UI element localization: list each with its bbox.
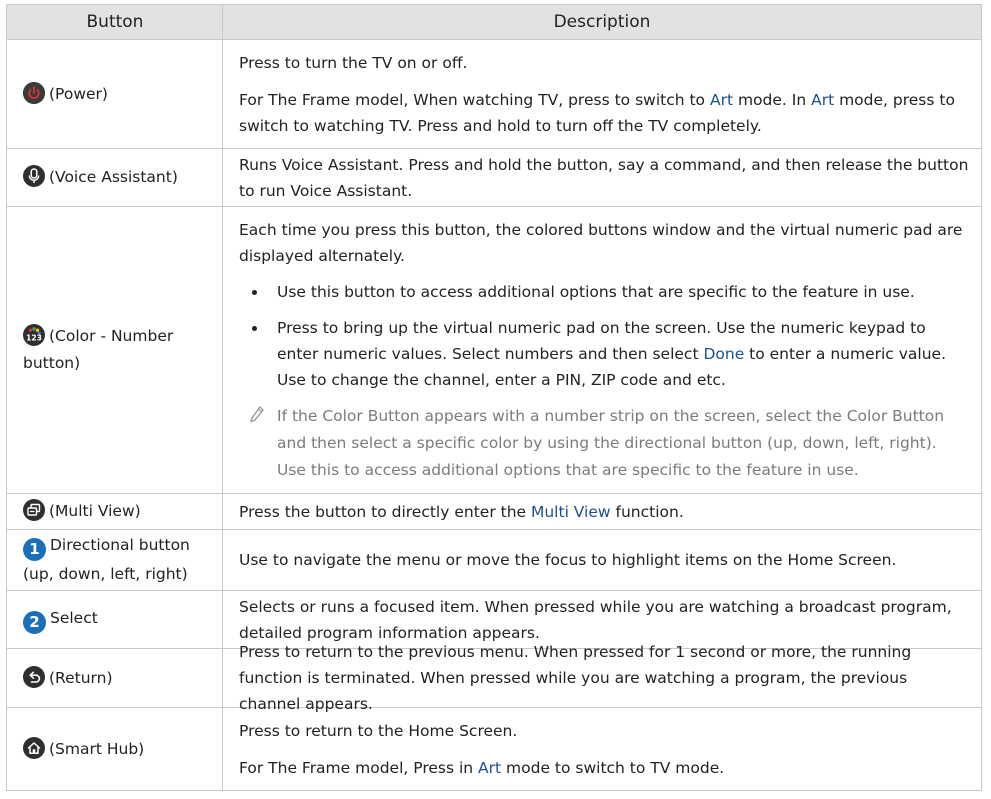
- description-text: Selects or runs a focused item. When pressed while you are watching a broadcast program, detailed program information appears.: [239, 597, 952, 642]
- button-label: (Color - Number button): [23, 327, 174, 372]
- multi-view-icon: [23, 499, 45, 521]
- button-label: (Return): [49, 668, 113, 687]
- list-item: Use this button to access additional options that are specific to the feature in use.: [239, 279, 969, 305]
- button-cell: [7, 40, 222, 148]
- return-icon: [23, 666, 45, 688]
- header-button: Button: [86, 12, 144, 32]
- bullet-list: [239, 269, 969, 393]
- description-cell: [223, 207, 981, 493]
- description-cell: [223, 708, 981, 790]
- color-number-icon: [23, 324, 45, 346]
- description-cell: [223, 149, 981, 206]
- description-text: Use to navigate the menu or move the focus to highlight items on the Home Screen.: [239, 551, 897, 569]
- done-link[interactable]: Done: [703, 344, 745, 363]
- header-description: Description: [553, 12, 651, 32]
- description-cell: [223, 530, 981, 590]
- microphone-icon: [23, 165, 45, 187]
- power-icon: [23, 82, 45, 104]
- button-cell: [7, 591, 222, 648]
- button-label: (Multi View): [49, 502, 141, 520]
- button-description-table: [6, 4, 982, 791]
- table-row: [7, 708, 981, 790]
- description-cell: [223, 40, 981, 148]
- description-cell: [223, 643, 981, 713]
- description-text: Press to return to the previous menu. When pressed for 1 second or more, the running function is terminated. When pressed while you are watching a program, the previous channel appears.: [239, 643, 912, 713]
- home-icon: [23, 737, 45, 759]
- number-badge-2: 2: [23, 611, 46, 634]
- table-row: [7, 643, 981, 713]
- button-label: (Smart Hub): [49, 739, 145, 758]
- button-cell: [7, 149, 222, 206]
- button-cell: [7, 207, 222, 493]
- table-header: [7, 5, 981, 40]
- button-cell: [7, 708, 222, 790]
- pencil-icon: [249, 405, 265, 434]
- art-link[interactable]: Art: [811, 90, 835, 109]
- table-row: [7, 494, 981, 530]
- description-text: For The Frame model, When watching TV, press to switch to Art mode. In Art mode, press to switch to watching TV. Press and hold to turn off the TV completely.: [239, 90, 955, 135]
- button-label: Select: [50, 609, 98, 627]
- description-text: Press the button to directly enter the Multi View function.: [239, 502, 684, 521]
- table-row: [7, 207, 981, 494]
- art-link[interactable]: Art: [709, 90, 734, 109]
- description-text: Runs Voice Assistant. Press and hold the button, say a command, and then release the button to run Voice Assistant.: [239, 155, 969, 200]
- button-cell: [7, 494, 222, 529]
- button-cell: [7, 530, 222, 590]
- multi-view-link[interactable]: Multi View: [530, 502, 611, 521]
- svg-text:123: 123: [26, 333, 42, 343]
- button-cell: [7, 649, 222, 707]
- table-row: [7, 40, 981, 149]
- table-row: [7, 530, 981, 591]
- description-text: Each time you press this button, the colored buttons window and the virtual numeric pad are displayed alternately.: [239, 220, 963, 265]
- number-badge-1: 1: [23, 538, 46, 561]
- description-text: For The Frame model, Press in Art mode to switch to TV mode.: [239, 758, 725, 777]
- description-text: Press to turn the TV on or off.: [239, 53, 468, 72]
- note-text: If the Color Button appears with a number strip on the screen, select the Color Button and then select a specific color by using the directional button (up, down, left, right). Use this to access additional options that are specific to the feature in use.: [277, 406, 945, 479]
- description-text: Press to return to the Home Screen.: [239, 721, 518, 740]
- description-cell: [223, 494, 981, 529]
- table-row: [7, 149, 981, 207]
- button-label: (Voice Assistant): [49, 168, 178, 186]
- button-label: (Power): [49, 84, 108, 103]
- button-label: Directional button (up, down, left, right): [23, 536, 190, 583]
- list-item: Press to bring up the virtual numeric pad on the screen. Use the numeric keypad to enter numeric values. Select numbers and then select Done to enter a numeric value. Use to change the channel, enter a PIN, ZIP code and etc.: [239, 315, 969, 393]
- art-link[interactable]: Art: [478, 758, 502, 777]
- note: [239, 403, 969, 484]
